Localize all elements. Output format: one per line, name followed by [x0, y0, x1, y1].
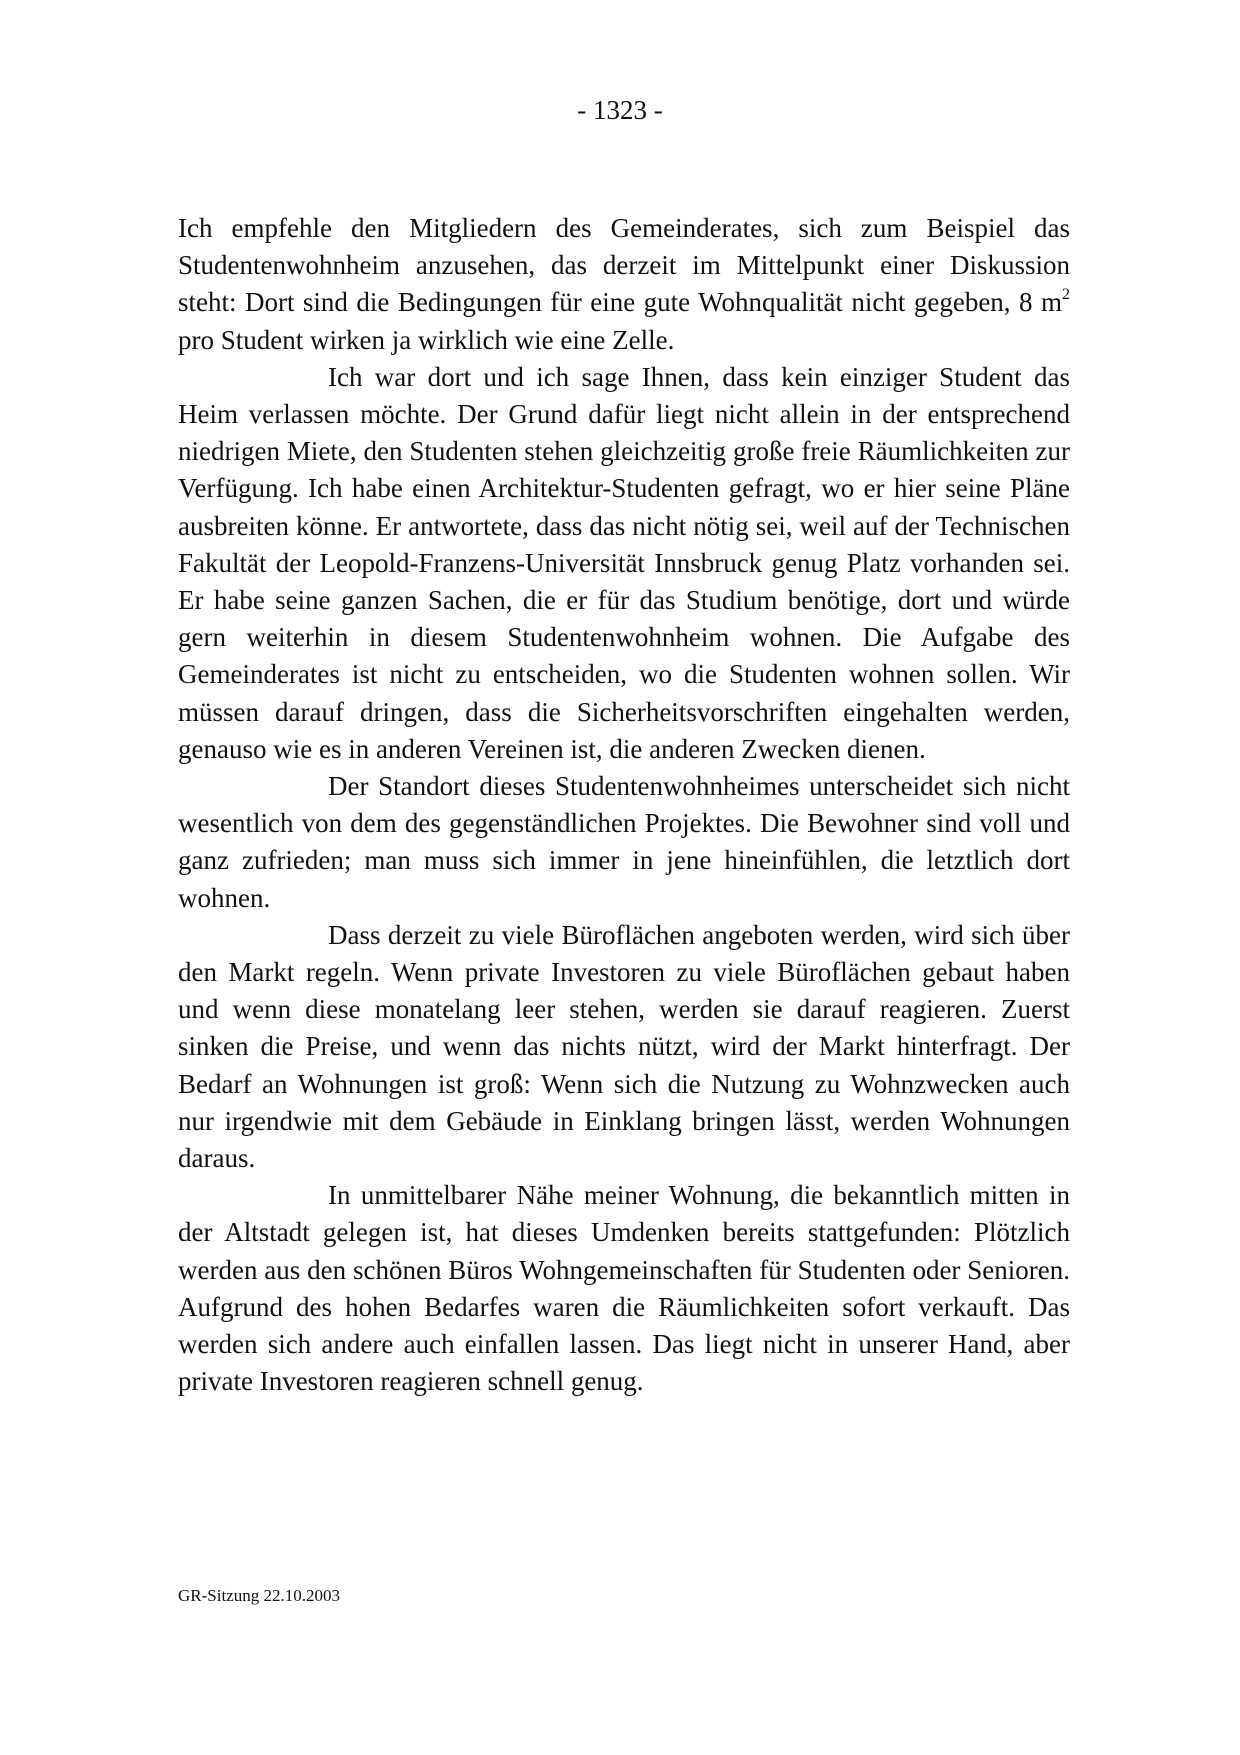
- paragraph-5: In unmittelbarer Nähe meiner Wohnung, die bekanntlich mitten in der Altstadt gelegen ist, hat dieses Umdenken bereits stattgefunden: Plötzlich werden aus den schönen Büros Wohngemeinschaften für Studenten oder Senioren. Aufgrund des hohen Bedarfes waren die Räumlichkeiten sofort verkauft. Das werden sich andere auch einfallen lassen. Das liegt nicht in unserer Hand, aber private Investoren reagieren schnell genug.: [178, 1180, 1070, 1397]
- paragraph-1-text-start: Ich empfehle den Mitgliedern des Gemeinderates, sich zum Beispiel das Studentenwohnheim anzusehen, das derzeit im Mittelpunkt einer Diskussion steht: Dort sind die Bedingungen für eine gute Wohnqualität nicht gegeben, 8 m: [178, 213, 1070, 318]
- superscript-2: 2: [1062, 286, 1070, 304]
- body-text: [178, 210, 1070, 1401]
- footer-session-date: GR-Sitzung 22.10.2003: [178, 1586, 340, 1605]
- page-number: - 1323 -: [577, 95, 663, 125]
- paragraph-2: Ich war dort und ich sage Ihnen, dass kein einziger Student das Heim verlassen möchte. Der Grund dafür liegt nicht allein in der entsprechend niedrigen Miete, den Studenten stehen gleichzeitig große freie Räumlichkeiten zur Verfügung. Ich habe einen Architektur-Studenten gefragt, wo er hier seine Pläne ausbreiten könne. Er antwortete, dass das nicht nötig sei, weil auf der Technischen Fakultät der Leopold-Franzens-Universität Innsbruck genug Platz vorhanden sei. Er habe seine ganzen Sachen, die er für das Studium benötige, dort und würde gern weiterhin in diesem Studentenwohnheim wohnen. Die Aufgabe des Gemeinderates ist nicht zu entscheiden, wo die Studenten wohnen sollen. Wir müssen darauf dringen, dass die Sicherheitsvorschriften eingehalten werden, genauso wie es in anderen Vereinen ist, die anderen Zwecken dienen.: [178, 361, 1070, 764]
- paragraph-1: [178, 210, 1070, 359]
- paragraph-3: Der Standort dieses Studentenwohnheimes unterscheidet sich nicht wesentlich von dem des gegenständlichen Projektes. Die Bewohner sind voll und ganz zufrieden; man muss sich immer in jene hineinfühlen, die letztlich dort wohnen.: [178, 771, 1070, 913]
- paragraph-4: Dass derzeit zu viele Büroflächen angeboten werden, wird sich über den Markt regeln. Wenn private Investoren zu viele Büroflächen gebaut haben und wenn diese monatelang leer stehen, werden sie darauf reagieren. Zuerst sinken die Preise, und wenn das nichts nützt, wird der Markt hinterfragt. Der Bedarf an Wohnungen ist groß: Wenn sich die Nutzung zu Wohnzwecken auch nur irgendwie mit dem Gebäude in Einklang bringen lässt, werden Wohnungen daraus.: [178, 919, 1070, 1174]
- paragraph-1-text-end: pro Student wirken ja wirklich wie eine Zelle.: [178, 324, 675, 355]
